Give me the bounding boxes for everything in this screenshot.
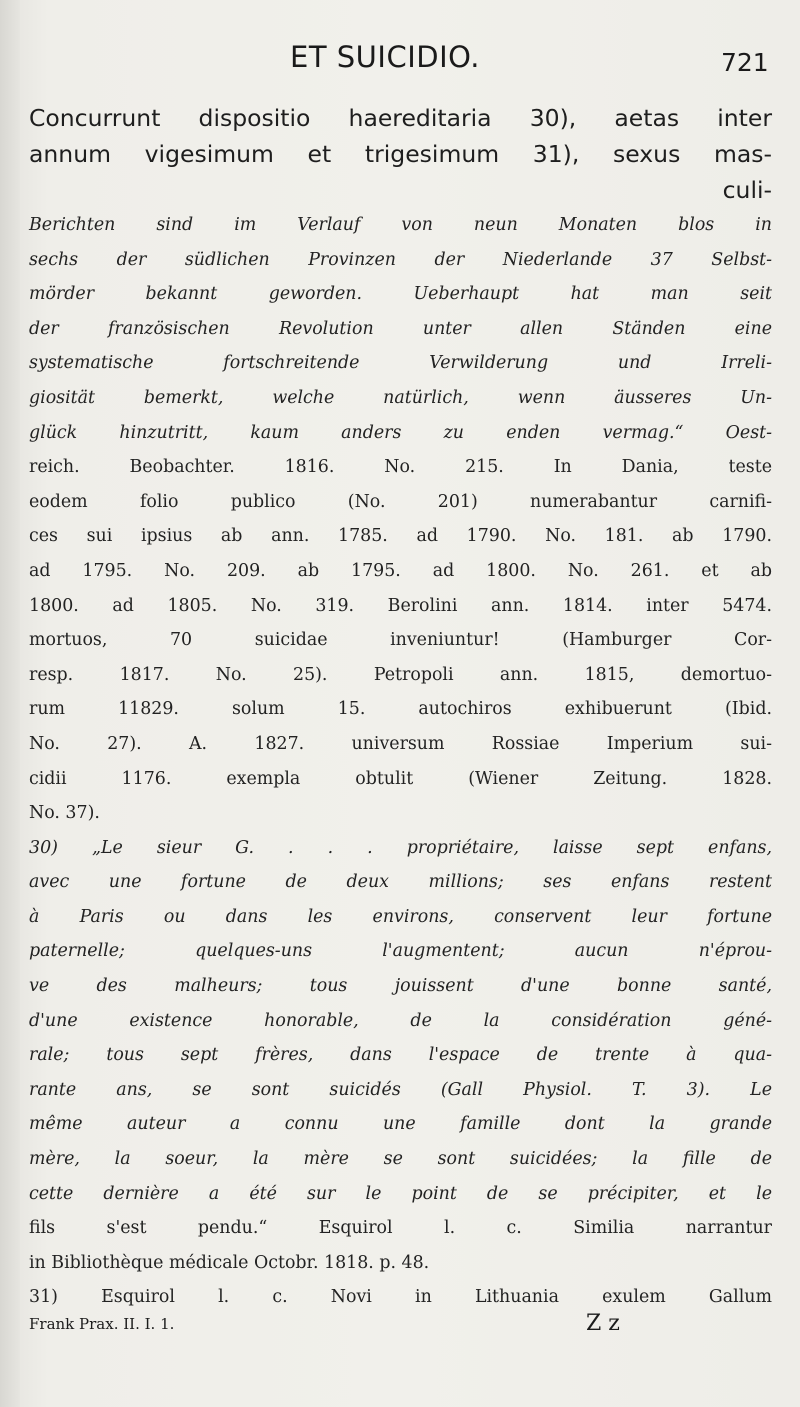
footnote-line: No. 27). A. 1827. universum Rossiae Imperium sui- xyxy=(29,733,772,754)
footnote-line: giosität bemerkt, welche natürlich, wenn äusseres Un- xyxy=(29,387,772,408)
footnote-30-line: à Paris ou dans les environs, conservent leur fortune xyxy=(29,906,772,927)
page-number: 721 xyxy=(721,48,769,77)
gathering-signature: Z z xyxy=(586,1311,620,1336)
footnote-line: glück hinzutritt, kaum anders zu enden vermag.“ Oest- xyxy=(29,422,772,443)
footnote-31-line: 31) Esquirol l. c. Novi in Lithuania exulem Gallum xyxy=(29,1287,772,1308)
footnote-30-line: 30) „Le sieur G. . . . propriétaire, laisse sept enfans, xyxy=(29,837,772,858)
footnote-line: resp. 1817. No. 25). Petropoli ann. 1815, demortuo- xyxy=(29,664,772,685)
footnote-line: No. 37). xyxy=(29,803,100,824)
footnote-line: eodem folio publico (No. 201) numerabantur carnifi- xyxy=(29,491,772,512)
footnote-30-line: ve des malheurs; tous jouissent d'une bonne santé, xyxy=(29,976,772,997)
page-gutter xyxy=(0,0,20,1407)
footnote-30-line: mère, la soeur, la mère se sont suicidées; la fille de xyxy=(29,1149,772,1170)
footnote-30-line: d'une existence honorable, de la considération géné- xyxy=(29,1010,772,1031)
footnote-line: 1800. ad 1805. No. 319. Berolini ann. 1814. inter 5474. xyxy=(29,595,772,616)
footnote-line: der französischen Revolution unter allen Ständen eine xyxy=(29,318,772,339)
footnote-30-line: cette dernière a été sur le point de se précipiter, et le xyxy=(29,1183,772,1204)
footnote-line: ad 1795. No. 209. ab 1795. ad 1800. No. 261. et ab xyxy=(29,560,772,581)
footnote-line: cidii 1176. exempla obtulit (Wiener Zeitung. 1828. xyxy=(29,768,772,789)
footnote-line: reich. Beobachter. 1816. No. 215. In Dania, teste xyxy=(29,457,772,478)
footnote-30-line: paternelle; quelques-uns l'augmentent; aucun n'éprou- xyxy=(29,941,772,962)
footnote-line: systematische fortschreitende Verwilderung und Irreli- xyxy=(29,353,772,374)
page-header xyxy=(0,40,800,80)
footnote-30-line: même auteur a connu une famille dont la grande xyxy=(29,1114,772,1135)
footnote-30-line: fils s'est pendu.“ Esquirol l. c. Similia narrantur xyxy=(29,1218,772,1239)
footnote-line: Berichten sind im Verlauf von neun Monaten blos in xyxy=(29,215,772,235)
footnote-30-line: avec une fortune de deux millions; ses enfans restent xyxy=(29,872,772,893)
footnote-30-line: rale; tous sept frères, dans l'espace de trente à qua- xyxy=(29,1045,772,1066)
footnote-line: rum 11829. solum 15. autochiros exhibuerunt (Ibid. xyxy=(29,699,772,720)
footnote-line: mortuos, 70 suicidae inveniuntur! (Hamburger Cor- xyxy=(29,630,772,651)
main-text-line: Concurrunt dispositio haereditaria 30), aetas inter xyxy=(29,104,772,132)
footnote-line: ces sui ipsius ab ann. 1785. ad 1790. No. 181. ab 1790. xyxy=(29,526,772,547)
signature-mark: Frank Prax. II. I. 1. xyxy=(29,1315,175,1333)
footnote-30-line: rante ans, se sont suicidés (Gall Physiol. T. 3). Le xyxy=(29,1079,772,1100)
footnote-line: mörder bekannt geworden. Ueberhaupt hat man seit xyxy=(29,284,772,305)
catchword: culi- xyxy=(722,176,772,204)
footnote-30-line: in Bibliothèque médicale Octobr. 1818. p. 48. xyxy=(29,1252,430,1273)
main-text-line: annum vigesimum et trigesimum 31), sexus mas- xyxy=(29,140,772,168)
running-head: ET SUICIDIO. xyxy=(290,40,480,74)
footnote-line: sechs der südlichen Provinzen der Niederlande 37 Selbst- xyxy=(29,249,772,270)
text-block xyxy=(29,100,772,1336)
